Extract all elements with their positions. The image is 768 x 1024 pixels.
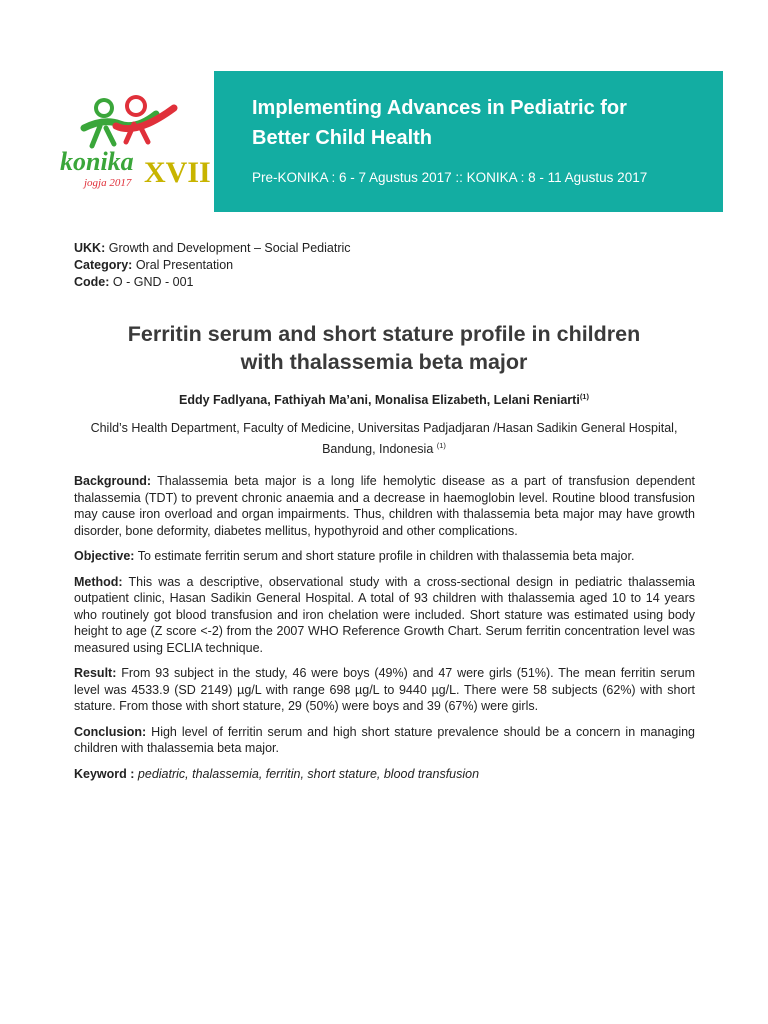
logo-brand: konika: [60, 147, 134, 176]
background-paragraph: [74, 473, 695, 539]
keyword-text: pediatric, thalassemia, ferritin, short stature, blood transfusion: [137, 766, 480, 781]
ukk-line: [74, 240, 351, 257]
ukk-value: Growth and Development – Social Pediatric: [108, 241, 351, 255]
affiliation-line2: Bandung, Indonesia: [322, 442, 434, 457]
paper-title: [60, 320, 708, 376]
authors-sup: (1): [579, 392, 589, 401]
authors-text: Eddy Fadlyana, Fathiyah Ma’ani, Monalisa Elizabeth, Lelani Reniarti: [179, 393, 580, 408]
logo-figures-icon: [84, 95, 174, 146]
conference-banner: [214, 71, 723, 212]
code-line: [74, 274, 351, 291]
logo-edition: XVII: [144, 156, 211, 189]
background-label: Background:: [74, 474, 152, 488]
result-paragraph: [74, 665, 695, 715]
result-label: Result:: [74, 666, 117, 680]
paper-authors: [60, 392, 708, 407]
category-line: [74, 257, 351, 274]
conclusion-text: High level of ferritin serum and high short stature prevalence should be a concern in managing children with thalassemia beta major.: [74, 724, 695, 755]
abstract-body: [74, 473, 695, 791]
keyword-label: Keyword :: [74, 766, 135, 781]
logo-sub: jogja 2017: [84, 177, 132, 189]
affiliation-line1: Child’s Health Department, Faculty of Medicine, Universitas Padjadjaran /Hasan Sadikin General Hospital,: [90, 421, 678, 435]
conclusion-paragraph: [74, 724, 695, 757]
category-label: Category:: [74, 258, 133, 272]
ukk-label: UKK:: [74, 241, 106, 255]
affiliation-line2-wrap: [60, 437, 708, 458]
banner-title: Implementing Advances in Pediatric for Better Child Health: [252, 97, 627, 149]
objective-paragraph: [74, 548, 695, 565]
result-text: From 93 subject in the study, 46 were boys (49%) and 47 were girls (51%). The mean ferritin serum level was 4533.9 (SD 2149) µg/L with range 698 µg/L to 9440 µg/L. There were 58 subjects (62%) with short stature. From those with short stature, 29 (50%) were boys and 39 (67%) were girls.: [74, 666, 695, 713]
paper-affiliation: [60, 419, 708, 458]
method-paragraph: [74, 574, 695, 657]
paper-title-line2: with thalassemia beta major: [240, 350, 528, 374]
conclusion-label: Conclusion:: [74, 724, 147, 739]
konika-logo: [56, 84, 211, 194]
submission-meta: [74, 240, 351, 291]
keyword-paragraph: [74, 766, 695, 783]
affiliation-sup: (1): [436, 441, 446, 450]
code-label: Code:: [74, 275, 110, 289]
method-label: Method:: [74, 574, 123, 589]
method-text: This was a descriptive, observational study with a cross-sectional design in pediatric thalassemia outpatient clinic, Hasan Sadikin General Hospital. A total of 93 children with thalassemia aged 10 to 14 years who routinely got blood transfusion and iron chelation were included. Short stature was estimated using body height to age (Z score <-2) from the 2007 WHO Reference Growth Chart. Serum ferritin concentration level was measured using ECLIA technique.: [74, 574, 695, 655]
background-text: Thalassemia beta major is a long life hemolytic disease as a part of transfusion dependent thalassemia (TDT) to prevent chronic anaemia and a decrease in haemoglobin level. Routine blood transfusion may cause iron overload and organ impairments. Thus, children with thalassemia beta major may have growth disorder, bone deformity, diabetes mellitus, hypothyroid and other complications.: [74, 474, 696, 538]
category-value: Oral Presentation: [135, 258, 234, 272]
objective-text: To estimate ferritin serum and short stature profile in children with thalassemia beta major.: [137, 549, 635, 563]
code-value: O - GND - 001: [112, 275, 194, 289]
paper-title-line1: Ferritin serum and short stature profile in children: [127, 322, 641, 346]
banner-subtitle: Pre-KONIKA : 6 - 7 Agustus 2017 :: KONIKA : 8 - 11 Agustus 2017: [252, 170, 648, 185]
objective-label: Objective:: [74, 549, 135, 563]
